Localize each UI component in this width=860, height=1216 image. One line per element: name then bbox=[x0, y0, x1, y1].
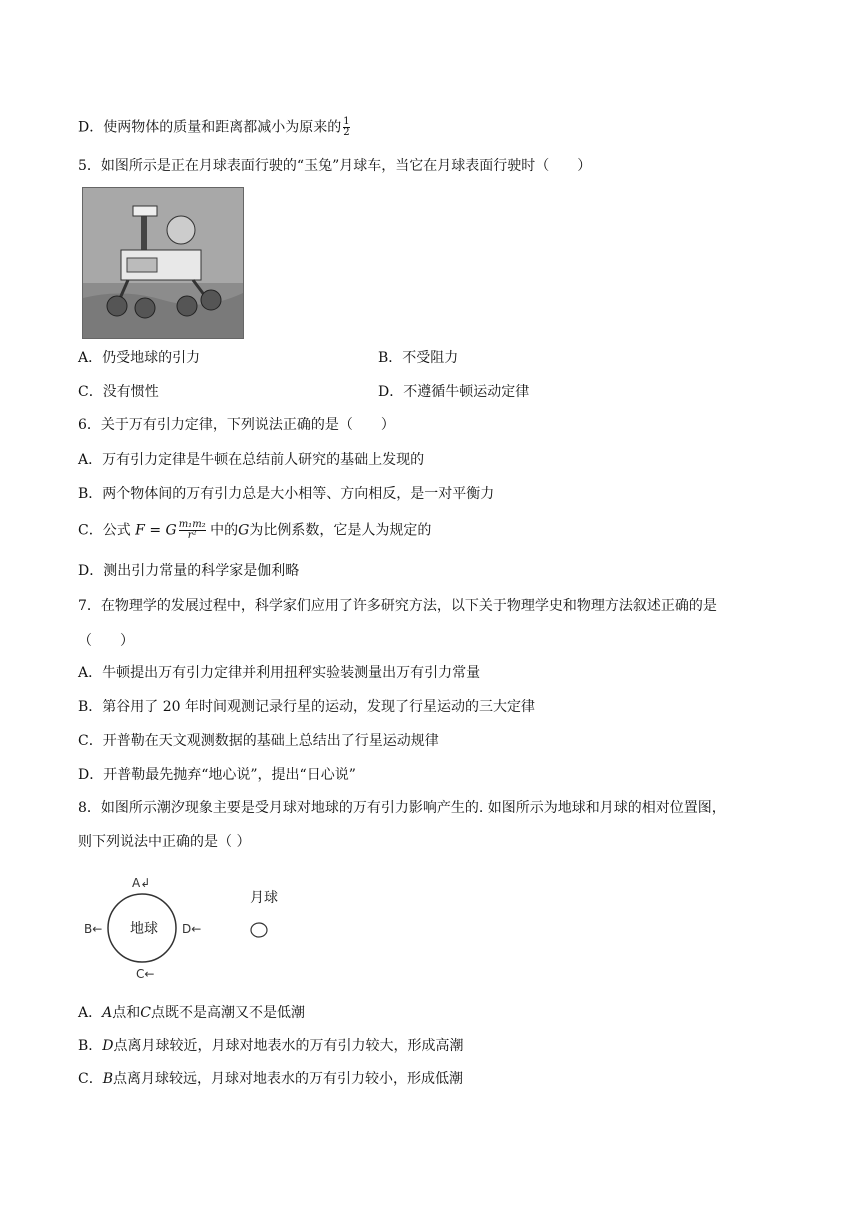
lunar-rover-photo bbox=[82, 187, 244, 339]
q5-option-c: C．没有惯性 bbox=[78, 384, 159, 400]
fraction-one-half bbox=[343, 117, 349, 138]
formula-fraction bbox=[179, 520, 206, 541]
q8-option-c bbox=[78, 1069, 463, 1089]
formula-lhs: F = G bbox=[135, 522, 177, 539]
q8-option-a-prefix: A． bbox=[78, 1005, 103, 1021]
moon-circle bbox=[251, 923, 267, 937]
q5-option-a: A．仍受地球的引力 bbox=[78, 350, 201, 366]
q6-option-c-suffix: 为比例系数，它是人为规定的 bbox=[249, 522, 432, 539]
q6-option-c-mid: 中的 bbox=[210, 522, 239, 539]
q8-option-b-prefix: B． bbox=[78, 1038, 103, 1054]
q6-stem: 6．关于万有引力定律，下列说法正确的是（ ） bbox=[78, 417, 395, 433]
fraction-numerator: 1 bbox=[343, 116, 350, 127]
point-c-label: C← bbox=[136, 967, 155, 981]
formula-denominator: r² bbox=[187, 530, 197, 541]
q8-stem: 8．如图所示潮汐现象主要是受月球对地球的万有引力影响产生的. 如图所示为地球和月球的相对位置图， bbox=[78, 800, 726, 816]
point-a-label: A↲ bbox=[132, 876, 151, 890]
q7-option-d: D．开普勒最先抛弃“地心说”，提出“日心说” bbox=[78, 767, 356, 783]
q8-option-a bbox=[78, 1003, 305, 1023]
q8-stem-cont: 则下列说法中正确的是（ ） bbox=[78, 834, 251, 850]
q8-option-b-var: D bbox=[102, 1038, 114, 1054]
q6-option-d: D．测出引力常量的科学家是伽利略 bbox=[78, 563, 300, 579]
q7-stem: 7．在物理学的发展过程中，科学家们应用了许多研究方法，以下关于物理学史和物理方法叙述正确的是 bbox=[78, 598, 717, 614]
q8-option-c-var: B bbox=[102, 1071, 114, 1087]
moon-label: 月球 bbox=[250, 890, 278, 906]
q6-option-a: A．万有引力定律是牛顿在总结前人研究的基础上发现的 bbox=[78, 452, 425, 468]
q6-option-c-var: G bbox=[238, 522, 250, 539]
earth-moon-svg bbox=[80, 872, 300, 982]
q6-option-b: B．两个物体间的万有引力总是大小相等、方向相反，是一对平衡力 bbox=[78, 486, 495, 502]
q8-option-c-prefix: C． bbox=[78, 1071, 103, 1087]
q8-option-b bbox=[78, 1036, 464, 1056]
q8-option-a-suffix: 点既不是高潮又不是低潮 bbox=[150, 1005, 305, 1021]
q5-stem: 5．如图所示是正在月球表面行驶的“玉兔”月球车，当它在月球表面行驶时（ ） bbox=[78, 158, 592, 174]
q6-option-c bbox=[78, 520, 431, 541]
q8-option-a-var2: C bbox=[140, 1005, 151, 1021]
q7-stem-cont: （ ） bbox=[78, 633, 134, 649]
q7-option-c: C．开普勒在天文观测数据的基础上总结出了行星运动规律 bbox=[78, 733, 439, 749]
rover-illustration bbox=[83, 188, 243, 338]
q8-option-a-mid: 点和 bbox=[112, 1005, 141, 1021]
q6-option-c-prefix: C．公式 bbox=[78, 522, 131, 539]
q7-option-a: A．牛顿提出万有引力定律并利用扭秤实验装测量出万有引力常量 bbox=[78, 665, 481, 681]
q8-option-b-suffix: 点离月球较近，月球对地表水的万有引力较大，形成高潮 bbox=[113, 1038, 464, 1054]
earth-moon-diagram bbox=[80, 872, 300, 982]
q4-option-d-text: D．使两物体的质量和距离都减小为原来的 bbox=[78, 119, 342, 136]
q7-option-b: B．第谷用了 20 年时间观测记录行星的运动，发现了行星运动的三大定律 bbox=[78, 699, 536, 715]
q4-option-d bbox=[78, 117, 350, 138]
fraction-denominator: 2 bbox=[343, 127, 350, 138]
earth-label: 地球 bbox=[130, 921, 158, 937]
q8-option-a-var1: A bbox=[102, 1005, 113, 1021]
point-d-label: D← bbox=[182, 922, 202, 936]
formula-numerator: m₁m₂ bbox=[178, 519, 206, 530]
point-b-label: B← bbox=[84, 922, 103, 936]
q5-option-b: B．不受阻力 bbox=[378, 350, 459, 366]
q5-option-d: D．不遵循牛顿运动定律 bbox=[378, 384, 530, 400]
q8-option-c-suffix: 点离月球较远，月球对地表水的万有引力较小，形成低潮 bbox=[113, 1071, 464, 1087]
